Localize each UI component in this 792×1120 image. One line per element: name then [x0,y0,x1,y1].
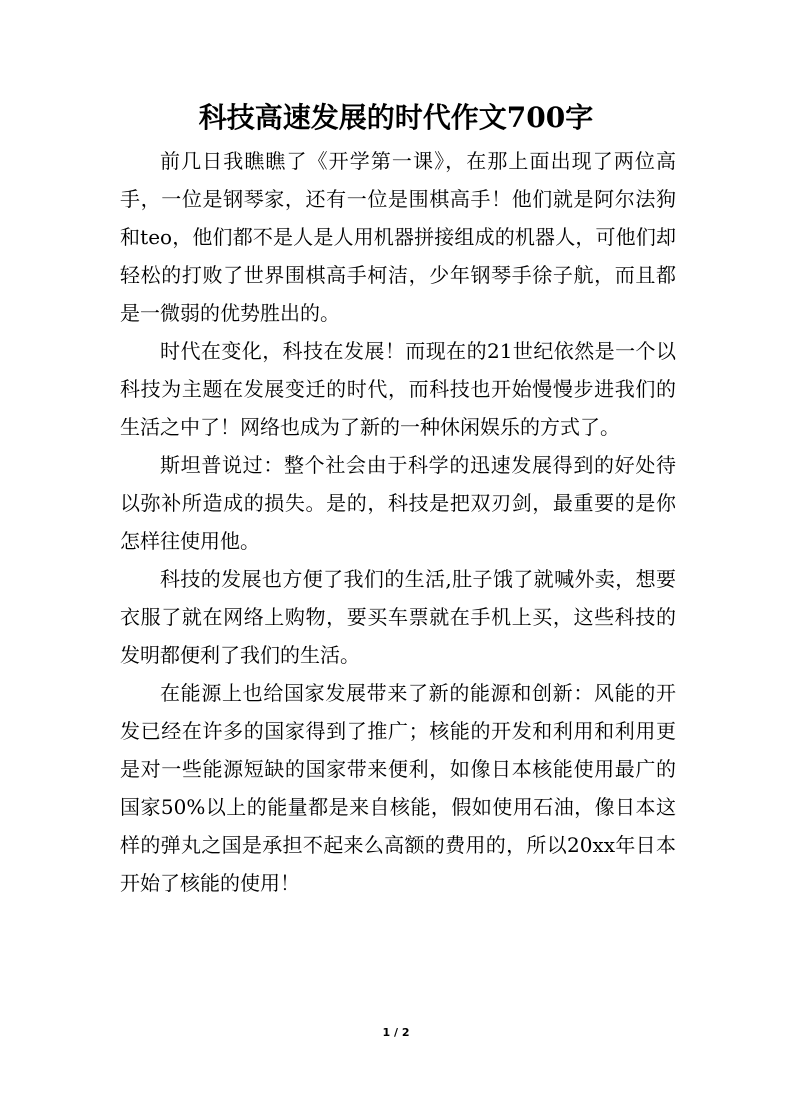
page-title: 科技高速发展的时代作文700字 [198,101,594,134]
paragraph-5: 在能源上也给国家发展带来了新的能源和创新：风能的开发已经在许多的国家得到了推广；核能的开发和利用和利用更是对一些能源短缺的国家带来便利，如像日本核能使用最广的国家50%以上的能量都是来自核能，假如使用石油，像日本这样的弹丸之国是承担不起来么高额的费用的，所以20xx年日本开始了核能的使用！ [120,681,676,895]
essay-body [120,142,676,902]
paragraph-3: 斯坦普说过：整个社会由于科学的迅速发展得到的好处待以弥补所造成的损失。是的，科技是把双刃剑，最重要的是你怎样往使用他。 [120,453,676,553]
paragraph-2: 时代在变化，科技在发展！而现在的21世纪依然是一个以科技为主题在发展变迁的时代，而科技也开始慢慢步进我们的生活之中了！网络也成为了新的一种休闲娱乐的方式了。 [120,339,676,439]
paragraph-4: 科技的发展也方便了我们的生活,肚子饿了就喊外卖，想要衣服了就在网络上购物，要买车票就在手机上买，这些科技的发明都便利了我们的生活。 [120,567,676,667]
page-number: 1 / 2 [382,1026,410,1039]
paragraph-1: 前几日我瞧瞧了《开学第一课》，在那上面出现了两位高手，一位是钢琴家，还有一位是围棋高手！他们就是阿尔法狗和teo，他们都不是人是人用机器拼接组成的机器人，可他们却轻松的打败了世界围棋高手柯洁，少年钢琴手徐子航，而且都是一微弱的优势胜出的。 [120,149,676,325]
